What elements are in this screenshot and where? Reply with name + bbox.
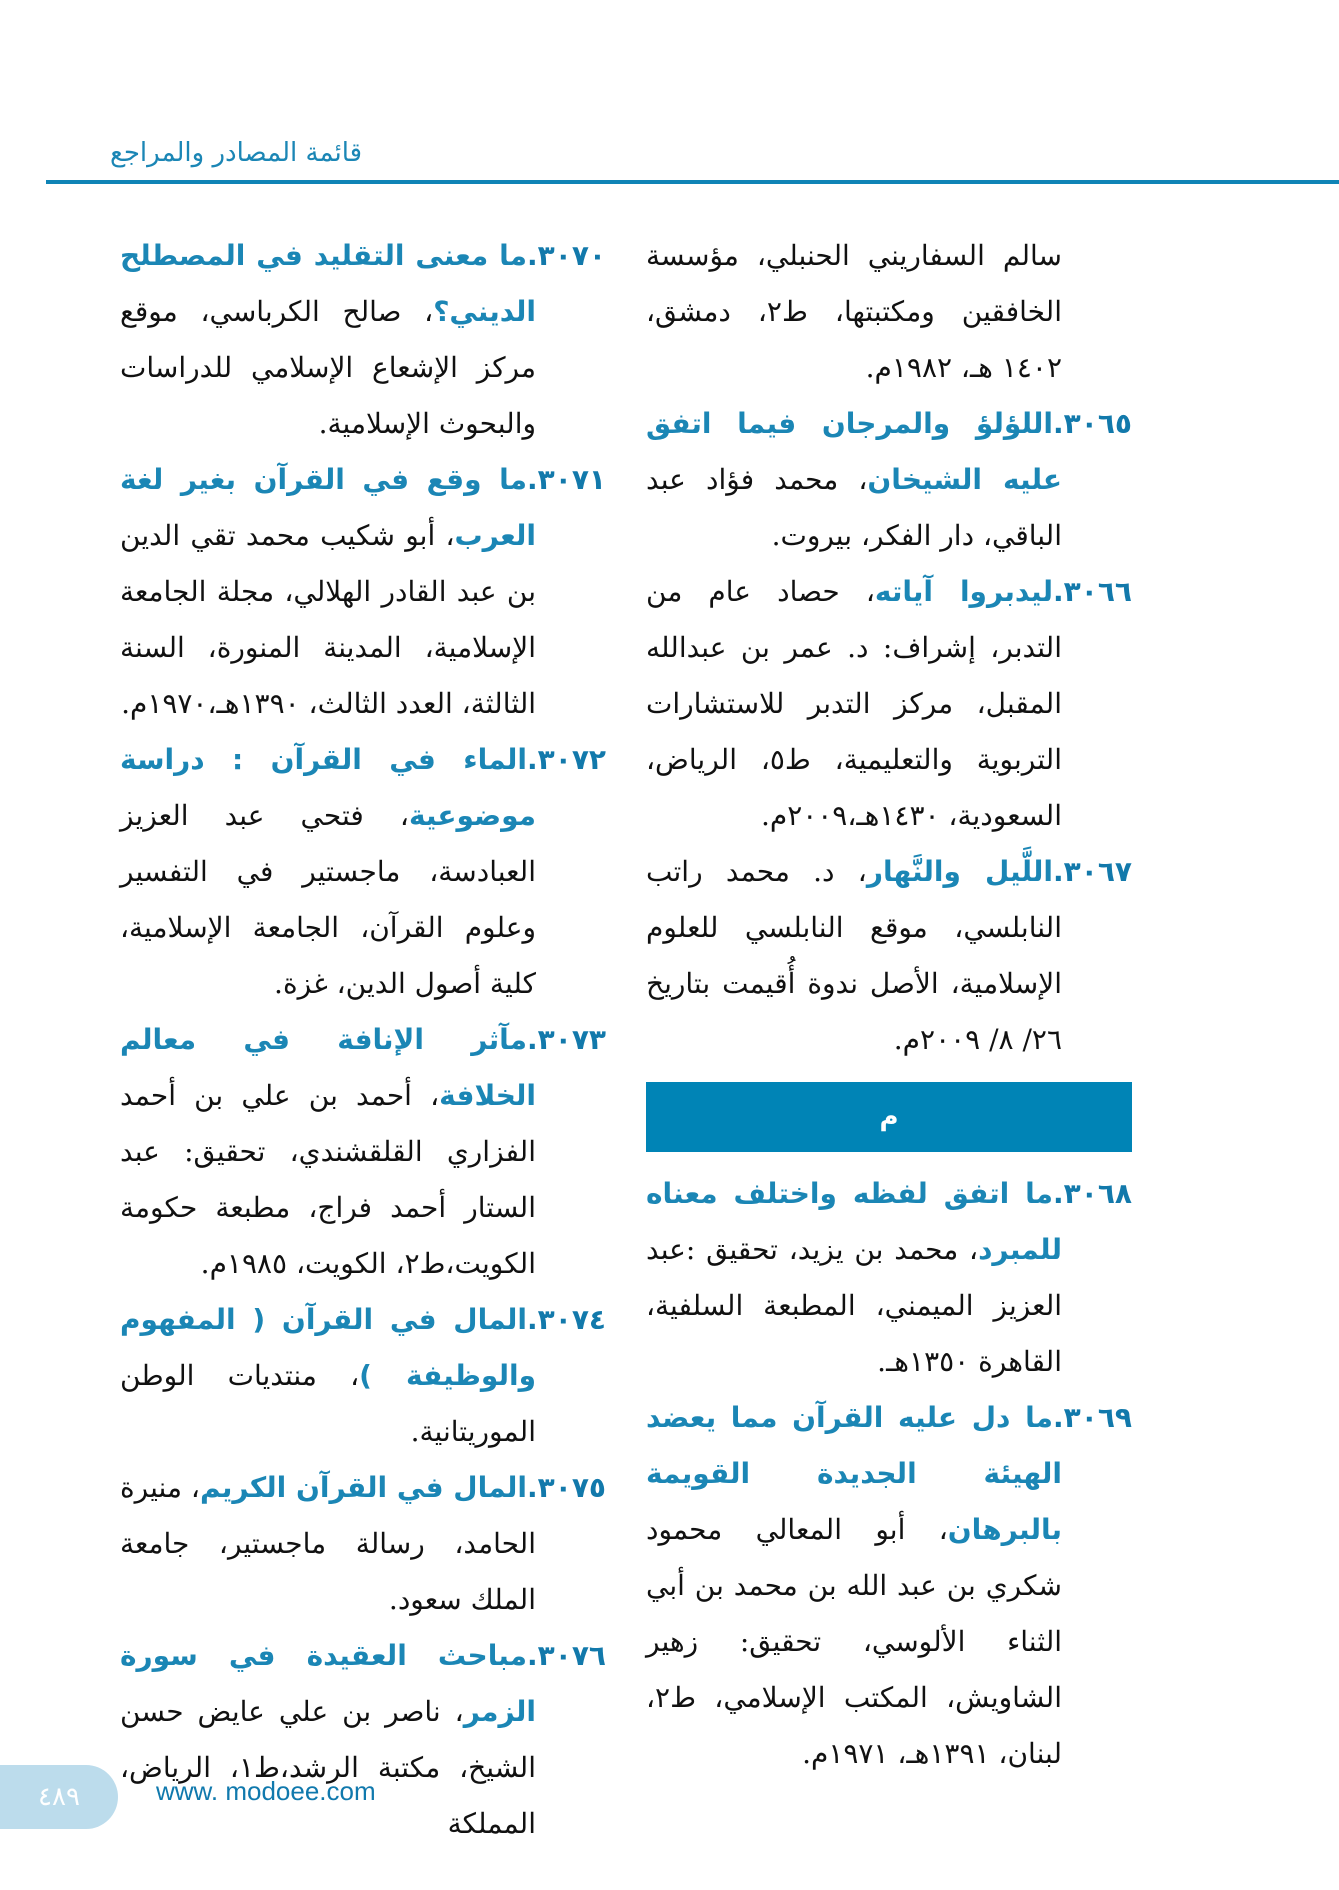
bibliography-entry-3074 <box>120 1292 606 1460</box>
entry-body: ، محمد بن يزيد، تحقيق :عبد العزيز الميمني، المطبعة السلفية، القاهرة ١٣٥٠هـ. <box>646 1233 1062 1378</box>
continued-entry <box>646 228 1132 396</box>
entry-title: ما معنى التقليد في المصطلح الديني؟ <box>120 239 536 328</box>
bibliography-entry-3069 <box>646 1390 1132 1782</box>
bibliography-entry-3068 <box>646 1166 1132 1390</box>
entry-title: ما وقع في القرآن بغير لغة العرب <box>120 463 536 552</box>
entry-number: ٣٠٦٧. <box>1053 855 1132 888</box>
entry-title: الماء في القرآن : دراسة موضوعية <box>120 743 536 832</box>
bibliography-entry-3073 <box>120 1012 606 1292</box>
section-letter-banner <box>646 1082 1132 1152</box>
entry-body: ، فتحي عبد العزيز العبادسة، ماجستير في التفسير وعلوم القرآن، الجامعة الإسلامية، كلية أصول الدين، غزة. <box>120 799 536 1000</box>
entry-body: ، محمد فؤاد عبد الباقي، دار الفكر، بيروت. <box>646 463 1062 552</box>
entry-number: ٣٠٧٣. <box>527 1023 606 1056</box>
bibliography-entry-3075 <box>120 1460 606 1628</box>
entry-number: ٣٠٧٢. <box>527 743 606 776</box>
entry-title: المال في القرآن ( المفهوم والوظيفة ) <box>120 1303 536 1392</box>
running-header-title: قائمة المصادر والمراجع <box>110 138 363 168</box>
entry-body: ، د. محمد راتب النابلسي، موقع النابلسي للعلوم الإسلامية، الأصل ندوة أُقيمت بتاريخ ٢٦/ ٨/ ٢٠٠٩م. <box>646 855 1062 1056</box>
entry-title: ما اتفق لفظه واختلف معناه للمبرد <box>646 1177 1062 1266</box>
entry-title: المال في القرآن الكريم <box>199 1471 527 1504</box>
entry-body: ، أحمد بن علي بن أحمد الفزاري القلقشندي، تحقيق: عبد الستار أحمد فراج، مطبعة حكومة الكويت،ط٢، الكويت، ١٩٨٥م. <box>120 1079 536 1280</box>
entry-body: ، حصاد عام من التدبر، إشراف: د. عمر بن عبدالله المقبل، مركز التدبر للاستشارات التربوية والتعليمية، ط٥، الرياض، السعودية، ١٤٣٠هـ،٢٠٠٩م. <box>646 575 1062 832</box>
entry-body: ، أبو المعالي محمود شكري بن عبد الله بن محمد بن أبي الثناء الألوسي، تحقيق: زهير الشاويش، المكتب الإسلامي، ط٢، لبنان، ١٣٩١هـ، ١٩٧١م. <box>646 1513 1062 1770</box>
bibliography-entry-3066 <box>646 564 1132 844</box>
entry-title: ليدبروا آياته <box>874 575 1053 608</box>
entry-title: اللؤلؤ والمرجان فيما اتفق عليه الشيخان <box>646 407 1062 496</box>
page-number-tab <box>0 1765 118 1829</box>
entry-number: ٣٠٧١. <box>527 463 606 496</box>
entry-title: ما دل عليه القرآن مما يعضد الهيئة الجديدة القويمة بالبرهان <box>646 1401 1062 1546</box>
entry-title: مآثر الإنافة في معالم الخلافة <box>120 1023 536 1112</box>
entry-number: ٣٠٦٦. <box>1053 575 1132 608</box>
header-divider <box>46 180 1339 184</box>
entry-number: ٣٠٧٠. <box>527 239 606 272</box>
entry-body: ، أبو شكيب محمد تقي الدين بن عبد القادر الهلالي، مجلة الجامعة الإسلامية، المدينة المنورة، السنة الثالثة، العدد الثالث، ١٣٩٠هـ،١٩٧٠م. <box>120 519 536 720</box>
bibliography-entry-3076 <box>120 1628 606 1852</box>
bibliography-entry-3070 <box>120 228 606 452</box>
entry-body: ، صالح الكرباسي، موقع مركز الإشعاع الإسلامي للدراسات والبحوث الإسلامية. <box>120 295 536 440</box>
bibliography-entry-3067 <box>646 844 1132 1068</box>
section-letter: م <box>879 1102 899 1132</box>
entry-body: سالم السفاريني الحنبلي، مؤسسة الخافقين ومكتبتها، ط٢، دمشق، ١٤٠٢ هـ، ١٩٨٢م. <box>646 239 1062 384</box>
bibliography-entry-3071 <box>120 452 606 732</box>
entry-number: ٣٠٧٦. <box>527 1639 606 1672</box>
entry-title: مباحث العقيدة في سورة الزمر <box>120 1639 536 1728</box>
entry-number: ٣٠٦٩. <box>1053 1401 1132 1434</box>
website-link[interactable]: www. modoee.com <box>156 1776 376 1806</box>
bibliography-entry-3072 <box>120 732 606 1012</box>
entry-number: ٣٠٦٥. <box>1053 407 1132 440</box>
entry-body: ، منتديات الوطن الموريتانية. <box>120 1359 536 1448</box>
entry-body: ، منيرة الحامد، رسالة ماجستير، جامعة الملك سعود. <box>119 1471 536 1616</box>
page-number: ٤٨٩ <box>38 1782 80 1812</box>
entry-body: ، ناصر بن علي عايض حسن الشيخ، مكتبة الرشد،ط١، الرياض، المملكة <box>120 1695 536 1840</box>
bibliography-entry-3065 <box>646 396 1132 564</box>
entry-title: اللَّيل والنَّهار <box>866 855 1053 888</box>
left-column <box>120 228 606 1852</box>
right-column <box>646 228 1132 1782</box>
entry-number: ٣٠٧٥. <box>527 1471 606 1504</box>
entry-number: ٣٠٦٨. <box>1053 1177 1132 1210</box>
entry-number: ٣٠٧٤. <box>527 1303 606 1336</box>
